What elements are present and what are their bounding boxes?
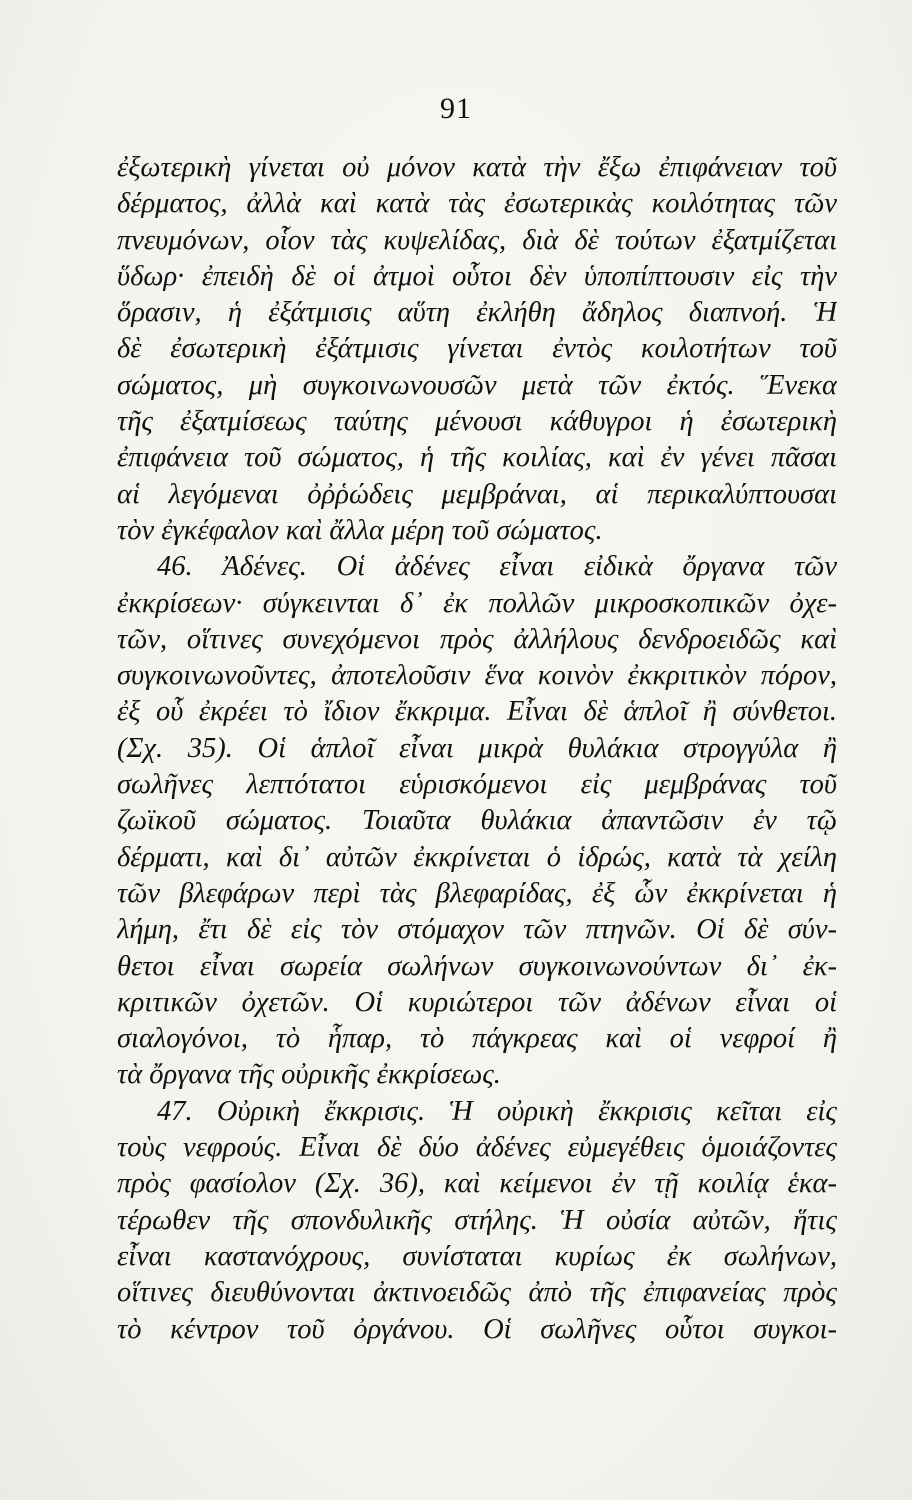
text-line: ὅρασιν, ἡ ἐξάτμισις αὕτη ἐκλήθη ἄδηλος διαπνοή. Ἡ xyxy=(117,297,837,329)
text-line: λήμη, ἔτι δὲ εἰς τὸν στόμαχον τῶν πτηνῶν. Οἱ δὲ σύν- xyxy=(117,914,837,946)
body-text xyxy=(117,150,837,1348)
text-line: δέρματι, καὶ δι᾽ αὐτῶν ἐκκρίνεται ὁ ἱδρώς, κατὰ τὰ χείλη xyxy=(117,841,837,873)
text-line: πρὸς φασίολον (Σχ. 36), καὶ κείμενοι ἐν τῇ κοιλίᾳ ἑκα- xyxy=(117,1168,837,1200)
text-line: τέρωθεν τῆς σπονδυλικῆς στήλης. Ἡ οὐσία αὐτῶν, ἥτις xyxy=(117,1204,837,1236)
text-line: σώματος, μὴ συγκοινωνουσῶν μετὰ τῶν ἐκτός. Ἕνεκα xyxy=(117,369,837,401)
section-heading-line: 46. Ἀδένες. Οἱ ἀδένες εἶναι εἰδικὰ ὄργανα τῶν xyxy=(157,551,837,583)
text-line: τὰ ὄργανα τῆς οὐρικῆς ἐκκρίσεως. xyxy=(117,1059,501,1091)
text-line: ἐπιφάνεια τοῦ σώματος, ἡ τῆς κοιλίας, καὶ ἐν γένει πᾶσαι xyxy=(117,442,837,474)
text-line: κριτικῶν ὀχετῶν. Οἱ κυριώτεροι τῶν ἀδένων εἶναι οἱ xyxy=(117,986,837,1018)
text-line: σιαλογόνοι, τὸ ἧπαρ, τὸ πάγκρεας καὶ οἱ νεφροί ἢ xyxy=(117,1023,837,1055)
text-line: ἐξ οὗ ἐκρέει τὸ ἴδιον ἔκκριμα. Εἶναι δὲ ἁπλοῖ ἢ σύνθετοι. xyxy=(117,696,837,728)
text-line: οἵτινες διευθύνονται ἀκτινοειδῶς ἀπὸ τῆς ἐπιφανείας πρὸς xyxy=(117,1277,837,1309)
text-line: αἱ λεγόμεναι ὀῤῥώδεις μεμβράναι, αἱ περικαλύπτουσαι xyxy=(117,478,837,510)
text-line: τῆς ἐξατμίσεως ταύτης μένουσι κάθυγροι ἡ ἐσωτερικὴ xyxy=(117,406,837,438)
text-line: ζωϊκοῦ σώματος. Τοιαῦτα θυλάκια ἀπαντῶσιν ἐν τῷ xyxy=(117,805,837,837)
text-line: ἐκκρίσεων· σύγκεινται δ᾽ ἐκ πολλῶν μικροσκοπικῶν ὀχε- xyxy=(117,587,837,619)
text-line: δὲ ἐσωτερικὴ ἐξάτμισις γίνεται ἐντὸς κοιλοτήτων τοῦ xyxy=(117,333,837,365)
text-line: τῶν, οἵτινες συνεχόμενοι πρὸς ἀλλήλους δενδροειδῶς καὶ xyxy=(117,623,837,655)
text-line: δέρματος, ἀλλὰ καὶ κατὰ τὰς ἐσωτερικὰς κοιλότητας τῶν xyxy=(117,188,837,220)
text-line: θετοι εἶναι σωρεία σωλήνων συγκοινωνούντων δι᾽ ἐκ- xyxy=(117,950,837,982)
text-line: τοὺς νεφρούς. Εἶναι δὲ δύο ἀδένες εὐμεγέθεις ὁμοιάζοντες xyxy=(117,1132,837,1164)
text-line: (Σχ. 35). Οἱ ἁπλοῖ εἶναι μικρὰ θυλάκια στρογγύλα ἢ xyxy=(117,732,837,764)
text-line: εἶναι καστανόχρους, συνίσταται κυρίως ἐκ σωλήνων, xyxy=(117,1240,837,1272)
text-line: πνευμόνων, οἷον τὰς κυψελίδας, διὰ δὲ τούτων ἐξατμίζεται xyxy=(117,224,837,256)
text-line: ὕδωρ· ἐπειδὴ δὲ οἱ ἀτμοὶ οὗτοι δὲν ὑποπίπτουσιν εἰς τὴν xyxy=(117,260,837,292)
section-heading-line: 47. Οὐρικὴ ἔκκρισις. Ἡ οὐρικὴ ἔκκρισις κεῖται εἰς xyxy=(157,1095,837,1127)
text-line: τὸν ἐγκέφαλον καὶ ἄλλα μέρη τοῦ σώματος. xyxy=(117,514,603,546)
text-line: ἐξωτερικὴ γίνεται οὐ μόνον κατὰ τὴν ἔξω ἐπιφάνειαν τοῦ xyxy=(117,152,837,183)
text-line: τῶν βλεφάρων περὶ τὰς βλεφαρίδας, ἐξ ὧν ἐκκρίνεται ἡ xyxy=(117,877,837,909)
text-line: τὸ κέντρον τοῦ ὀργάνου. Οἱ σωλῆνες οὗτοι συγκοι- xyxy=(117,1313,837,1345)
text-line: σωλῆνες λεπτότατοι εὑρισκόμενοι εἰς μεμβράνας τοῦ xyxy=(117,769,837,801)
text-line: συγκοινωνοῦντες, ἀποτελοῦσιν ἕνα κοινὸν ἐκκριτικὸν πόρον, xyxy=(117,660,837,692)
page-number: 91 xyxy=(440,92,472,125)
